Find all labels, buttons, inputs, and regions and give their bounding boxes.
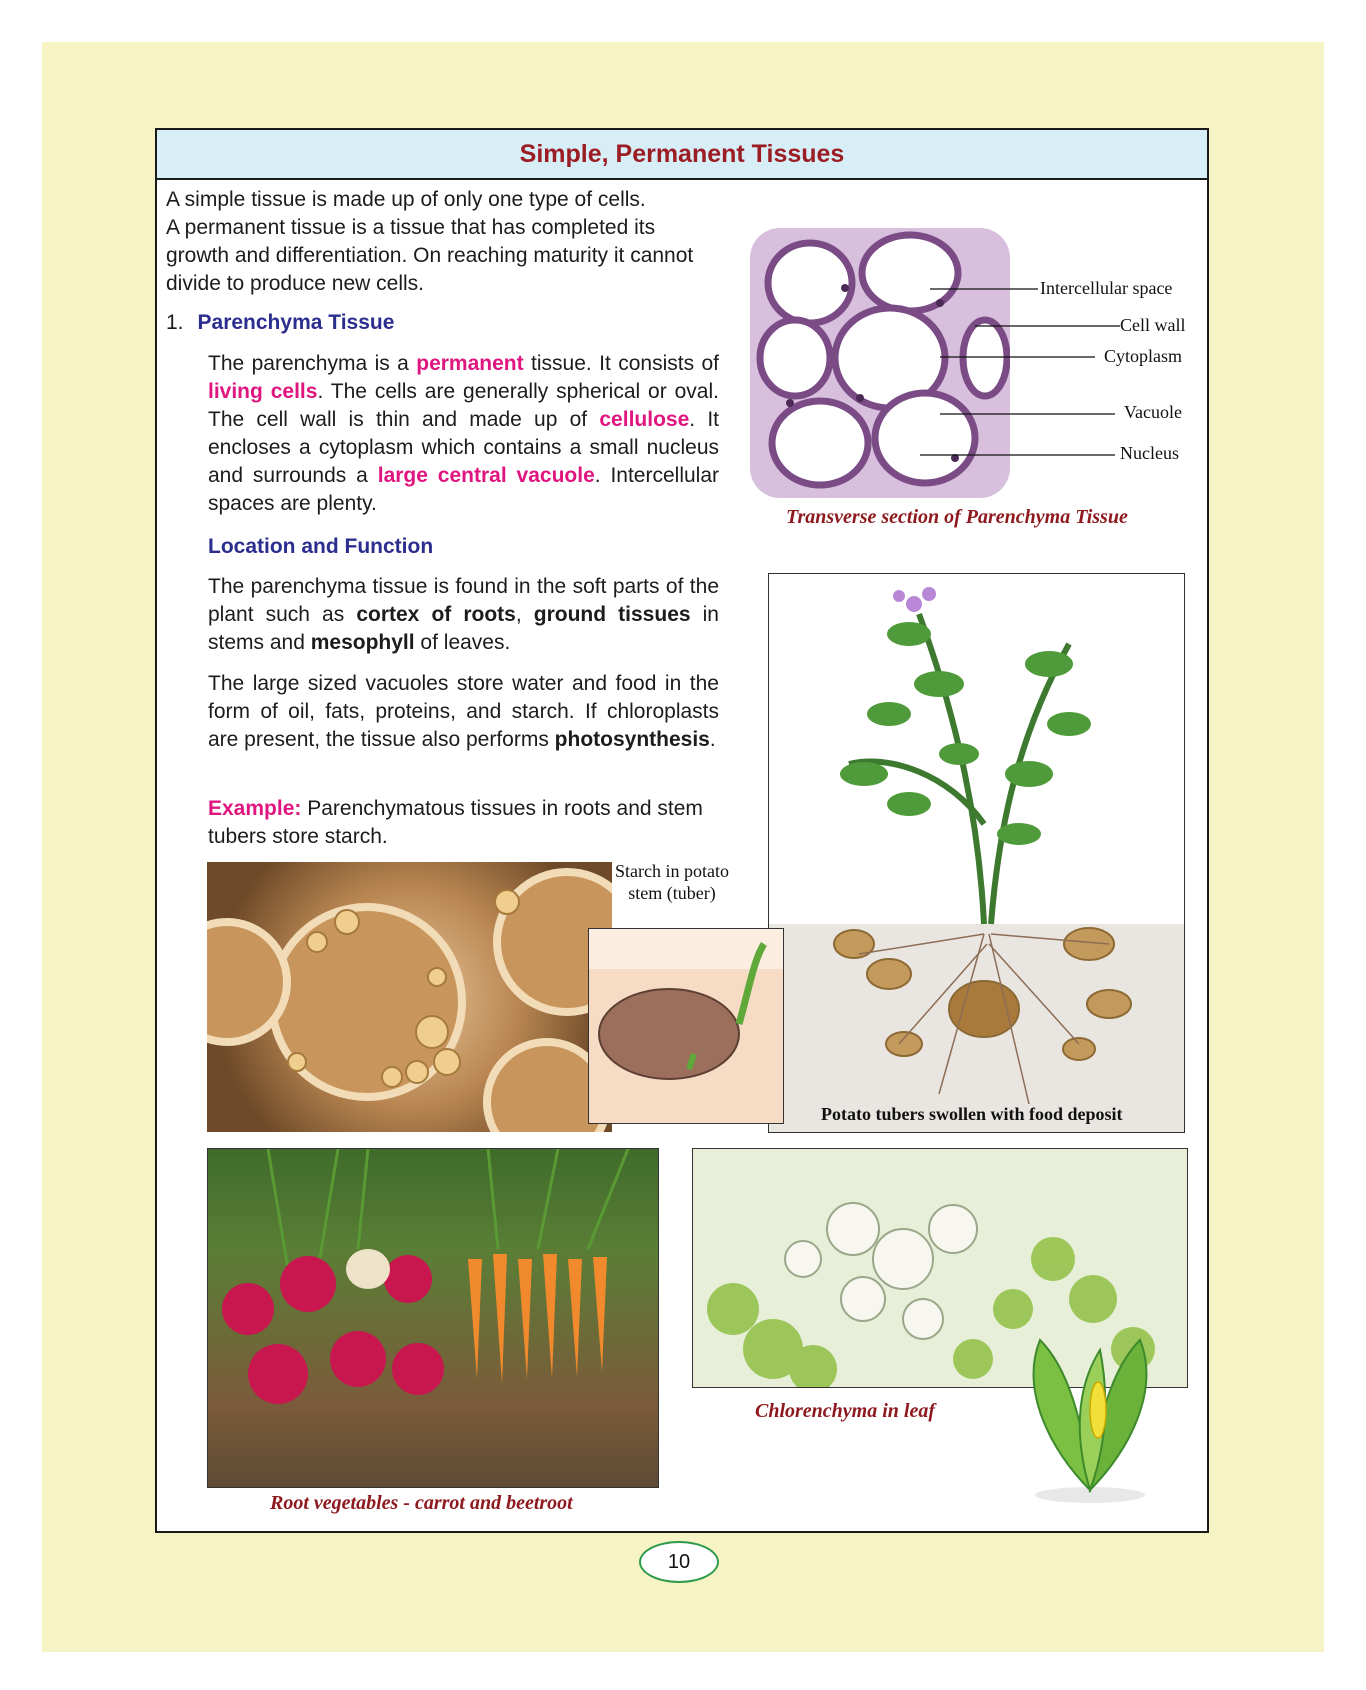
tuber-illustration — [589, 929, 784, 1124]
text-span: . — [709, 728, 716, 751]
parenchyma-title: Parenchyma Tissue — [197, 311, 395, 334]
carrots — [468, 1254, 607, 1384]
starch-label-line2: stem (tuber) — [628, 883, 716, 903]
intro-text — [166, 186, 719, 298]
text-span: . The cells are generally spherical or oval. The cell wall is thin and made up of — [208, 380, 719, 431]
parenchyma-paragraph — [208, 350, 719, 518]
leaves — [840, 622, 1091, 845]
bold-mesophyll: mesophyll — [310, 631, 415, 654]
white-radish — [346, 1249, 390, 1289]
text-span: in stems and — [208, 603, 719, 654]
text-span: of leaves. — [414, 631, 511, 654]
keyword-cellulose: cellulose — [599, 408, 690, 431]
bold-cortex: cortex of roots — [356, 603, 516, 626]
keyword-permanent: permanent — [416, 352, 524, 375]
intro-line1: A simple tissue is made up of only one type of cells. — [166, 188, 646, 211]
flowers — [893, 587, 936, 612]
starch-cells — [207, 862, 612, 1132]
diagram-label-lines — [920, 280, 1130, 470]
label-nucleus: Nucleus — [1120, 443, 1179, 463]
label-cell-wall: Cell wall — [1120, 315, 1186, 335]
cell — [772, 401, 868, 485]
location-paragraph — [208, 573, 719, 657]
label-intercellular-space: Intercellular space — [1040, 278, 1173, 298]
text-span: The parenchyma tissue is found in the soft parts of the plant such as — [208, 575, 719, 626]
vegetables-illustration — [208, 1149, 659, 1488]
text-span: , — [515, 603, 534, 626]
potato-plant-image — [768, 573, 1185, 1133]
arum-plant-illustration — [990, 1330, 1190, 1510]
text-span: The parenchyma is a — [208, 352, 417, 375]
label-cytoplasm: Cytoplasm — [1104, 346, 1183, 366]
location-heading: Location and Function — [208, 535, 434, 558]
text-span: The large sized vacuoles store water and food in the form of oil, fats, proteins, and starch. If chloroplasts are present, the tissue also performs — [208, 672, 719, 751]
keyword-vacuole: large central vacuole — [377, 464, 595, 487]
starch-label-line1: Starch in potato — [615, 861, 729, 881]
text-span: tissue. It consists of — [523, 352, 719, 375]
page-number: 10 — [639, 1541, 719, 1583]
parenchyma-number: 1. — [166, 311, 184, 334]
bold-ground-tissues: ground tissues — [533, 603, 691, 626]
text-span: . It encloses a cytoplasm which contains a small nucleus and surrounds a — [208, 408, 719, 487]
potato-caption: Potato tubers swollen with food deposit — [821, 1104, 1123, 1124]
parenchyma-heading — [166, 309, 566, 337]
header-bar — [157, 130, 1207, 180]
keyword-living-cells: living cells — [208, 380, 318, 403]
bold-photosynthesis: photosynthesis — [554, 728, 710, 751]
potato-plant-illustration — [769, 574, 1185, 1133]
example-text: Parenchymatous tissues in roots and stem tubers store starch. — [208, 797, 703, 848]
leaf-caption: Chlorenchyma in leaf — [755, 1400, 936, 1422]
example-paragraph — [208, 795, 719, 851]
beetroots — [222, 1255, 444, 1404]
example-label: Example: — [208, 797, 302, 820]
text-span: . Intercellular spaces are plenty. — [208, 464, 720, 515]
roots-caption: Root vegetables - carrot and beetroot — [270, 1492, 573, 1514]
vacuole-paragraph — [208, 670, 719, 754]
cell — [768, 243, 852, 323]
diagram-caption: Transverse section of Parenchyma Tissue — [786, 506, 1128, 528]
cell — [760, 320, 830, 396]
root-vegetables-photo — [207, 1148, 659, 1488]
label-vacuole: Vacuole — [1124, 402, 1182, 422]
starch-micrograph — [207, 862, 612, 1132]
intro-line2: A permanent tissue is a tissue that has completed its growth and differentiation. On reaching maturity it cannot divide to produce new cells. — [166, 216, 694, 295]
page-title: Simple, Permanent Tissues — [519, 139, 845, 168]
starch-label — [615, 860, 729, 904]
potato-tuber-inset — [588, 928, 784, 1124]
